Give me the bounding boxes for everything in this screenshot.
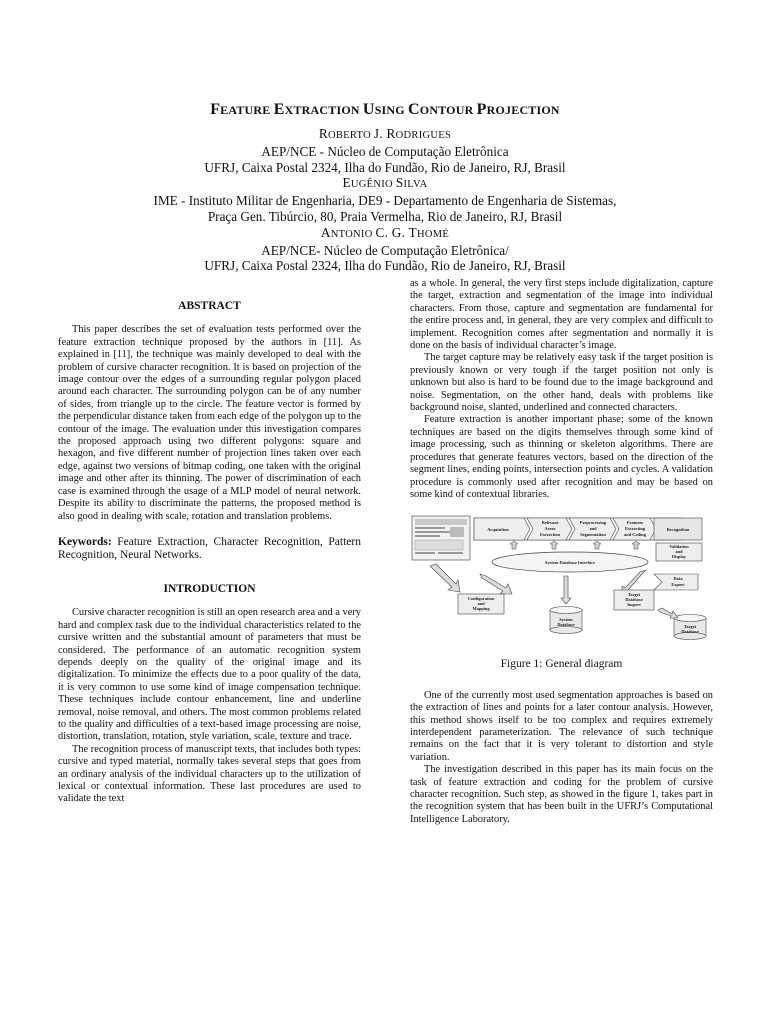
pipeline-arrows xyxy=(510,541,640,549)
label-recognition: Recognition xyxy=(666,527,690,533)
label-validation: Display xyxy=(671,554,687,560)
target-arrows xyxy=(658,608,678,618)
title-word: PROJECTION xyxy=(476,101,560,118)
keywords xyxy=(58,536,361,563)
intro-paragraph: Cursive character recognition is still an open research area and a very hard and complex task due to the individual characteristics related to the cursive written and the substantial amount of parameters that must be considered. The performance of an automatic recognition system depends deeply on the quality of the original image and its digitalization. To minimize the effects due to a poor quality of the data, it is very common to use some kind of image compensation technique. These techniques include contour enhancement, line and underline removal, noise removal, and others. The most common problems related to the quality and difficulties of a text-based image processing are noise, distortion, translation, rotation, style variation, scale, texture and trace. xyxy=(58,607,361,743)
left-column xyxy=(58,300,361,806)
introduction-heading: INTRODUCTION xyxy=(163,582,256,595)
general-diagram-svg xyxy=(410,514,713,644)
label-relevant: Relevant xyxy=(541,520,559,526)
keywords-label: Keywords: xyxy=(58,535,112,548)
label-target-db: Database xyxy=(681,629,699,635)
paper-title xyxy=(0,101,770,119)
author-address: UFRJ, Caixa Postal 2324, Ilha do Fundão, Rio de Janeiro, RJ, Brasil xyxy=(204,258,566,274)
label-preprocessing: and xyxy=(589,526,597,532)
label-features: Extracting xyxy=(625,526,645,532)
label-features: and Coding xyxy=(624,532,646,538)
label-system-db: System xyxy=(559,617,573,623)
label-preprocessing: Preprocessing xyxy=(579,520,607,526)
right-column xyxy=(410,278,713,826)
label-validation: and xyxy=(675,549,683,555)
title-word: USING xyxy=(362,101,409,118)
title-word: FEATURE xyxy=(210,101,274,118)
label-target-import: Database xyxy=(625,597,643,603)
author-address: UFRJ, Caixa Postal 2324, Ilha do Fundão, Rio de Janeiro, RJ, Brasil xyxy=(204,159,566,175)
label-system-db: Database xyxy=(557,622,575,628)
label-configuration: Configuration xyxy=(467,596,495,602)
title-word: CONTOUR xyxy=(408,101,477,118)
label-acquisition: Acquisition xyxy=(487,527,509,533)
abstract-heading: ABSTRACT xyxy=(178,300,241,312)
author-block xyxy=(0,126,770,274)
author-affiliation: AEP/NCE- Núcleo de Computação Eletrônica/ xyxy=(261,242,509,258)
label-data-export: Export xyxy=(671,582,685,588)
author-affiliation: IME - Instituto Militar de Engenharia, DE9 - Departamento de Engenharia de Sistemas, xyxy=(153,193,617,209)
label-relevant: Extraction xyxy=(540,532,560,538)
author-name: EUGÊNIO SILVA xyxy=(342,175,428,191)
body-paragraph: The investigation described in this paper has its main focus on the task of feature extraction and coding for the problem of cursive character recognition. Such step, as showed in the figure 1, takes part in the recognition system that has been built in the UFRJ’s Computational Intelligence Laboratory. xyxy=(410,764,713,825)
label-configuration: Mapping xyxy=(472,606,490,612)
label-features: Features xyxy=(626,520,644,526)
label-target-db: Target xyxy=(683,624,697,630)
label-target-import: Import xyxy=(627,602,641,608)
label-relevant: Areas xyxy=(544,526,556,532)
figure-caption: Figure 1: General diagram xyxy=(500,658,623,671)
author-name: ROBERTO J. RODRIGUES xyxy=(318,126,452,141)
label-configuration: and xyxy=(477,601,485,607)
body-paragraph: One of the currently most used segmentation approaches is based on the extraction of lines and points for a later contour analysis. However, this method shows itself to be too complex and requires extremely interdependent parameterization. The relevance of such technique remains on the fact that it is very tolerant to distortion and style variation. xyxy=(410,689,713,763)
figure-general-diagram xyxy=(410,514,713,644)
body-paragraph: as a whole. In general, the very first steps include digitalization, capture the target, extraction and segmentation of the image into individual characters. From those, capture and segmentation are fundamental for the entire process and, in general, they are very complex and difficult to implement. Recognition comes after segmentation and normally it is done on the basis of individual character’s image. xyxy=(410,278,713,352)
label-validation: Validation xyxy=(669,544,689,550)
body-paragraph: Feature extraction is another important phase; some of the known techniques are based on the digits themselves through some kind of image processing, such as thinning or skeleton algorithms. There are procedures that generate features vectors, based on the direction of the segment lines, ending points, intersection points and cycles. A validation procedure is commonly used after recognition and may be based on some kind of contextual libraries. xyxy=(410,414,713,500)
abstract-text: This paper describes the set of evaluation tests performed over the feature extraction technique proposed by the authors in [11]. As explained in [11], the technique was mainly developed to deal with the problem of cursive character recognition. It is based on projection of the image contour over the edges of a surrounding regular polygon placed around each character. The surrounding polygon can be of any number of sides, from triangle up to the circle. The feature vector is formed by the perpendicular distance taken from each edge of the polygon up to the contour of the image. The evaluation under this investigation compares the proposed approach using two different polygons: square and hexagon, and five different number of projection lines taken over each edge, against two versions of bitmap coding, one taken with the original image and other after its thinning. The power of discrimination of each case is examined through the usage of a MLP model of neural network. Despite its ability to discriminate the patterns, the proposed method is also good in dealing with scale, rotation and translation problems. xyxy=(58,324,361,522)
body-paragraph: The target capture may be relatively easy task if the target position is previously known or very tough if the target position not only is unknown but also is hard to be found due to the image background and noise. Segmentation, on the other hand, deals with problems like background noise, slanted, underlined and connected characters. xyxy=(410,352,713,414)
intro-paragraph: The recognition process of manuscript texts, that includes both types: cursive and typed material, normally takes several steps that goes from an ordinary analysis of the individual characters up to the utilization of lexical or contextual information. These last procedures are used to validate the text xyxy=(58,743,361,805)
author-affiliation: AEP/NCE - Núcleo de Computação Eletrônica xyxy=(261,143,509,159)
author-address: Praça Gen. Tibúrcio, 80, Praia Vermelha, Rio de Janeiro, RJ, Brasil xyxy=(207,208,563,224)
scanned-document-thumbnail xyxy=(412,516,470,560)
author-name: ANTONIO C. G. THOMÉ xyxy=(320,224,450,240)
label-data-export: Data xyxy=(673,576,683,582)
label-preprocessing: Segmentation xyxy=(580,532,606,538)
keywords-text: Feature Extraction, Character Recognition, Pattern Recognition, Neural Networks. xyxy=(58,535,361,562)
label-interface: System Database Interface xyxy=(545,560,595,566)
label-target-import: Target xyxy=(627,592,641,598)
title-word: EXTRACTION xyxy=(273,101,363,118)
